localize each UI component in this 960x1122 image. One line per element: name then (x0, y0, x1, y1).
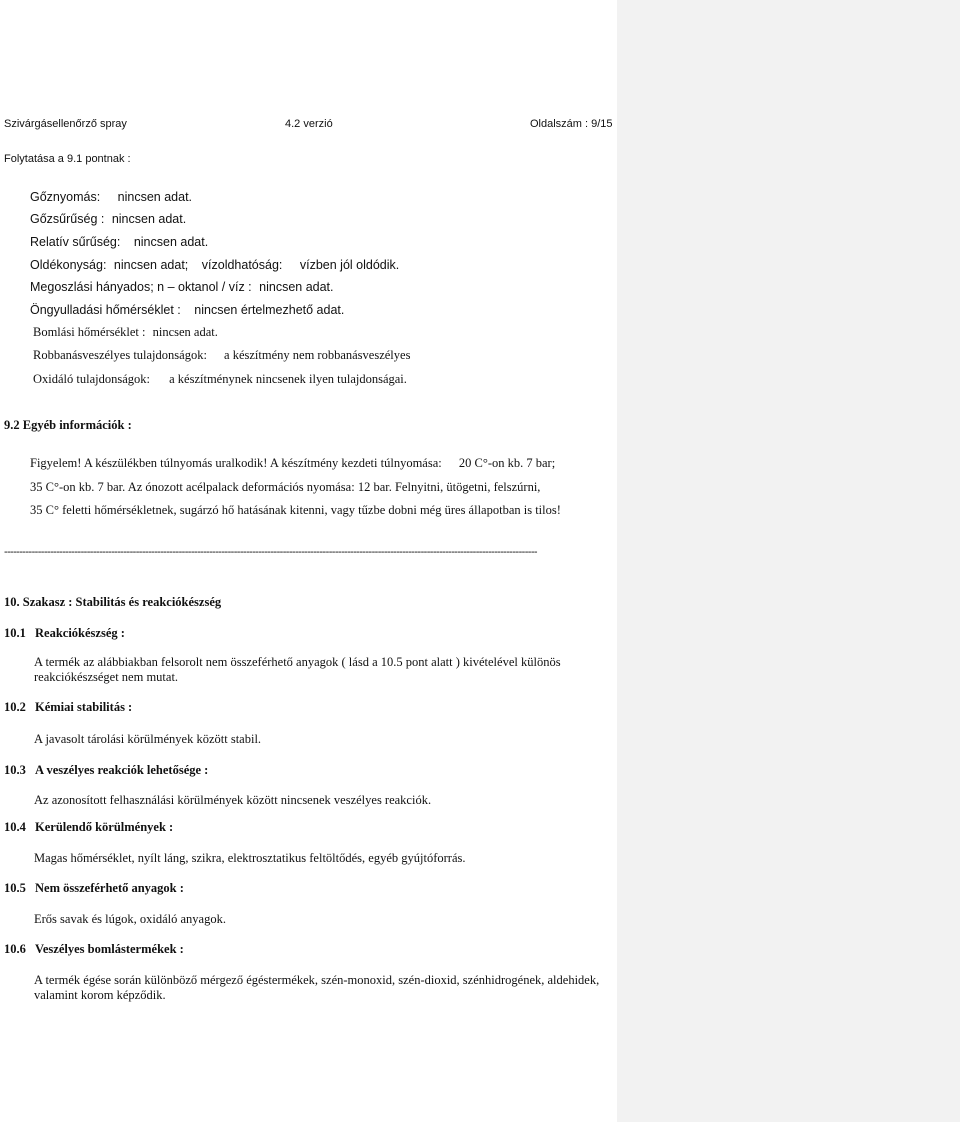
section-9-2-line-1-text: Figyelem! A készülékben túlnyomás uralkodik! A készítmény kezdeti túlnyomása: (30, 456, 442, 470)
subsection-number: 10.5 (4, 881, 26, 895)
subsection-10-1-heading (4, 626, 125, 641)
section-10-heading: 10. Szakasz : Stabilitás és reakciókészség (4, 595, 222, 609)
property-label: Bomlási hőmérséklet : (33, 325, 146, 339)
property-label-water: vízoldhatóság: (201, 258, 283, 272)
property-value: nincsen adat; (113, 258, 189, 272)
section-9-2-line-1-pressure: 20 C°-on kb. 7 bar; (458, 456, 556, 470)
subsection-10-2-heading (4, 700, 132, 715)
property-value: a készítménynek nincsenek ilyen tulajdonságai. (169, 372, 407, 386)
property-solubility (30, 258, 399, 272)
property-label: Relatív sűrűség: (30, 235, 121, 249)
property-explosive (33, 348, 410, 363)
subsection-10-5-text: Erős savak és lúgok, oxidáló anyagok. (34, 912, 226, 926)
property-vapour-pressure (30, 190, 192, 204)
section-separator: ------------------------------------------------------------------------------------------------------------------------------------------------------------------------------ (4, 546, 537, 558)
page-margin-panel (617, 0, 960, 1122)
property-value: a készítmény nem robbanásveszélyes (224, 348, 411, 362)
property-vapour-density (30, 212, 186, 226)
property-decomposition (33, 325, 218, 340)
property-value: nincsen adat. (133, 235, 209, 249)
property-label: Gőznyomás: (30, 190, 101, 204)
continuation-note: Folytatása a 9.1 pontnak : (4, 153, 131, 165)
property-label: Oldékonyság: (30, 258, 107, 272)
property-label: Robbanásveszélyes tulajdonságok: (33, 348, 207, 362)
subsection-title: Kerülendő körülmények : (35, 820, 174, 834)
property-value: nincsen adat. (117, 190, 193, 204)
subsection-10-4-text: Magas hőmérséklet, nyílt láng, szikra, elektrosztatikus feltöltődés, egyéb gyújtóforrás. (34, 851, 466, 865)
subsection-10-3-text: Az azonosított felhasználási körülmények között nincsenek veszélyes reakciók. (34, 793, 432, 807)
section-9-2-line-3: 35 C° feletti hőmérsékletnek, sugárzó hő hatásának kitenni, vagy tűzbe dobni még üres állapotban is tilos! (30, 503, 561, 517)
property-value: nincsen adat. (152, 325, 218, 339)
property-autoignition (30, 303, 344, 317)
section-9-2-line-2: 35 C°-on kb. 7 bar. Az ónozott acélpalack deformációs nyomása: 12 bar. Felnyitni, ütögetni, felszúrni, (30, 480, 541, 494)
subsection-title: A veszélyes reakciók lehetősége : (35, 763, 209, 777)
subsection-title: Reakciókészség : (35, 626, 125, 640)
subsection-number: 10.2 (4, 700, 26, 714)
section-9-2-line-1 (30, 456, 555, 471)
property-value: nincsen adat. (259, 280, 334, 294)
property-relative-density (30, 235, 208, 249)
subsection-number: 10.4 (4, 820, 26, 834)
subsection-10-2-text: A javasolt tárolási körülmények között stabil. (34, 732, 262, 746)
subsection-number: 10.1 (4, 626, 26, 640)
property-label: Gőzsűrűség : (30, 212, 105, 226)
subsection-title: Veszélyes bomlástermékek : (35, 942, 184, 956)
subsection-10-5-heading (4, 881, 184, 896)
subsection-10-6-text: A termék égése során különböző mérgező égéstermékek, szén-monoxid, szén-dioxid, szénhidrogének, aldehidek, valamint korom képződik. (34, 973, 600, 1002)
subsection-10-3-heading (4, 763, 208, 778)
subsection-title: Nem összeférhető anyagok : (35, 881, 184, 895)
subsection-number: 10.3 (4, 763, 26, 777)
property-label: Öngyulladási hőmérséklet : (30, 303, 181, 317)
property-value-water: vízben jól oldódik. (299, 258, 400, 272)
subsection-number: 10.6 (4, 942, 26, 956)
property-value: nincsen adat. (111, 212, 187, 226)
subsection-title: Kémiai stabilitás : (35, 700, 133, 714)
header-product: Szivárgásellenőrző spray (4, 118, 127, 130)
property-partition-coefficient (30, 280, 334, 294)
subsection-10-4-heading (4, 820, 173, 835)
section-9-2-heading: 9.2 Egyéb információk : (4, 418, 132, 432)
property-label: Megoszlási hányados; n – oktanol / víz : (30, 280, 252, 294)
property-value: nincsen értelmezhető adat. (194, 303, 345, 317)
header-page-number: Oldalszám : 9/15 (530, 118, 613, 130)
header-version: 4.2 verzió (285, 118, 333, 130)
property-oxidising (33, 372, 407, 387)
subsection-10-1-text: A termék az alábbiakban felsorolt nem összeférhető anyagok ( lásd a 10.5 pont alatt ) kivételével különös reakciókészséget nem mutat. (34, 655, 561, 684)
property-label: Oxidáló tulajdonságok: (33, 372, 150, 386)
subsection-10-6-heading (4, 942, 184, 957)
